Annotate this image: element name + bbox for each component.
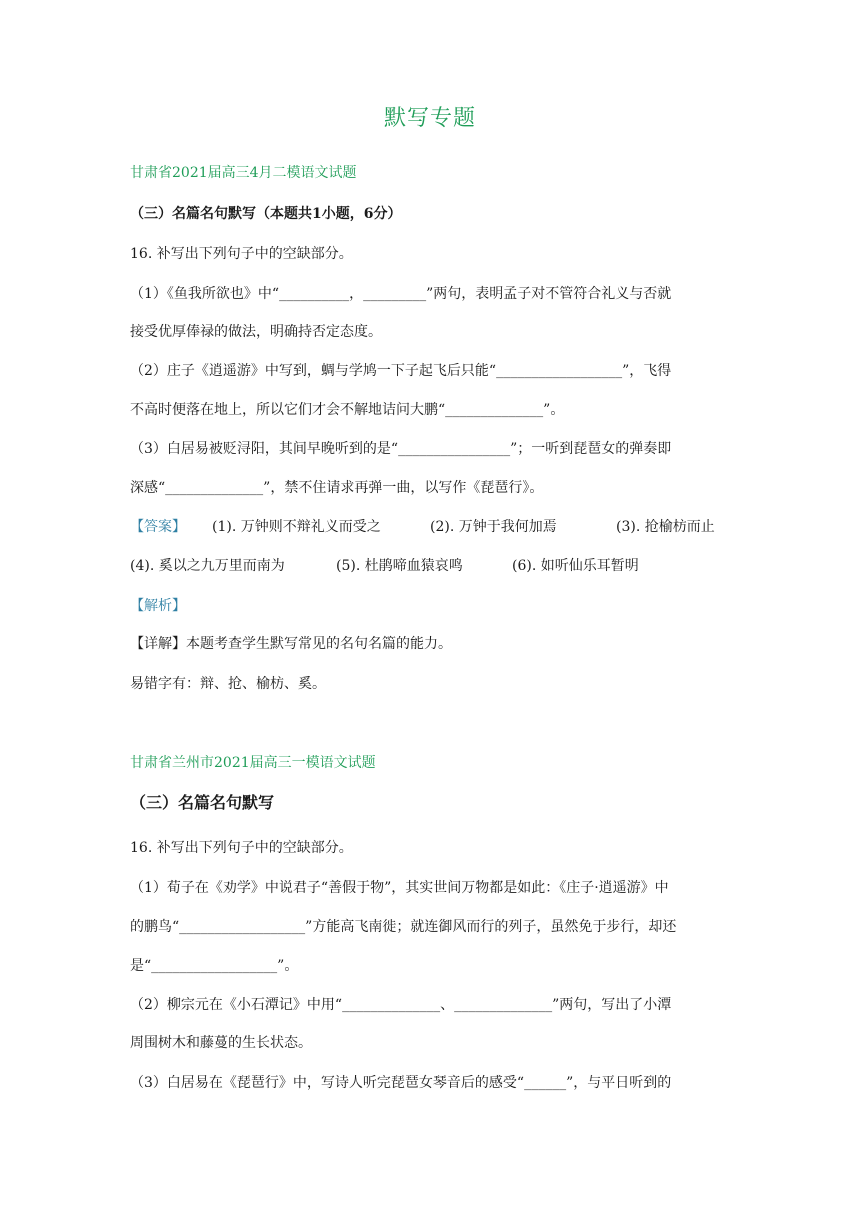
- section2-question: 16. 补写出下列句子中的空缺部分。: [130, 840, 353, 856]
- section2-source: 甘肃省兰州市2021届高三一模语文试题: [130, 755, 376, 771]
- section1-question: 16. 补写出下列句子中的空缺部分。: [130, 246, 353, 262]
- section1-line-4: 不高时便落在地上，所以它们才会不解地诘问大鹏“______________”。: [130, 402, 565, 418]
- section1-line-6: 深感“______________”，禁不住请求再弹一曲，以写作《琵琶行》。: [130, 480, 544, 496]
- answer-6: (6). 如听仙乐耳暂明: [512, 558, 639, 574]
- section2-heading: （三）名篇名句默写: [130, 793, 275, 812]
- section2-line-2: 的鹏鸟“__________________”方能高飞南徙；就连御风而行的列子，虽然免于步行，却还: [130, 919, 677, 935]
- section1-source: 甘肃省2021届高三4月二模语文试题: [130, 165, 357, 181]
- detail-text: 【详解】本题考查学生默写常见的名句名篇的能力。: [130, 636, 452, 652]
- answer-row-1: [130, 517, 730, 537]
- answer-label: 【答案】: [130, 519, 186, 535]
- section2-line-4: （2）柳宗元在《小石潭记》中用“______________、______________”两句，写出了小潭: [130, 997, 672, 1013]
- section2-line-6: （3）白居易在《琵琶行》中，写诗人听完琵琶女琴音后的感受“______”，与平日听到的: [130, 1075, 672, 1091]
- section1-line-2: 接受优厚俸禄的做法，明确持否定态度。: [130, 324, 382, 340]
- section2-line-5: 周围树木和藤蔓的生长状态。: [130, 1035, 312, 1051]
- answer-5: (5). 杜鹃啼血猿哀鸣: [336, 558, 463, 574]
- section1-line-1: （1）《鱼我所欲也》中“__________，_________”两句，表明孟子对不管符合礼义与否就: [130, 286, 672, 302]
- answer-1: (1). 万钟则不辩礼义而受之: [212, 519, 381, 535]
- section2-line-1: （1）荀子在《劝学》中说君子“善假于物”，其实世间万物都是如此：《庄子·逍遥游》中: [130, 880, 669, 896]
- answer-row-2: [130, 556, 730, 576]
- page-title: 默写专题: [383, 106, 476, 131]
- analysis-label: 【解析】: [130, 598, 186, 614]
- error-chars-text: 易错字有：辩、抢、榆枋、奚。: [130, 676, 326, 692]
- section1-line-5: （3）白居易被贬浔阳，其间早晚听到的是“________________”；一听到琵琶女的弹奏即: [130, 441, 672, 457]
- section1-line-3: （2）庄子《逍遥游》中写到，蜩与学鸠一下子起飞后只能“__________________”，飞得: [130, 363, 672, 379]
- answer-4: (4). 奚以之九万里而南为: [130, 558, 285, 574]
- answer-2: (2). 万钟于我何加焉: [430, 519, 557, 535]
- section1-heading: （三）名篇名句默写（本题共1小题，6分）: [130, 206, 402, 222]
- section2-line-3: 是“__________________”。: [130, 958, 299, 974]
- answer-3: (3). 抢榆枋而止: [616, 519, 715, 535]
